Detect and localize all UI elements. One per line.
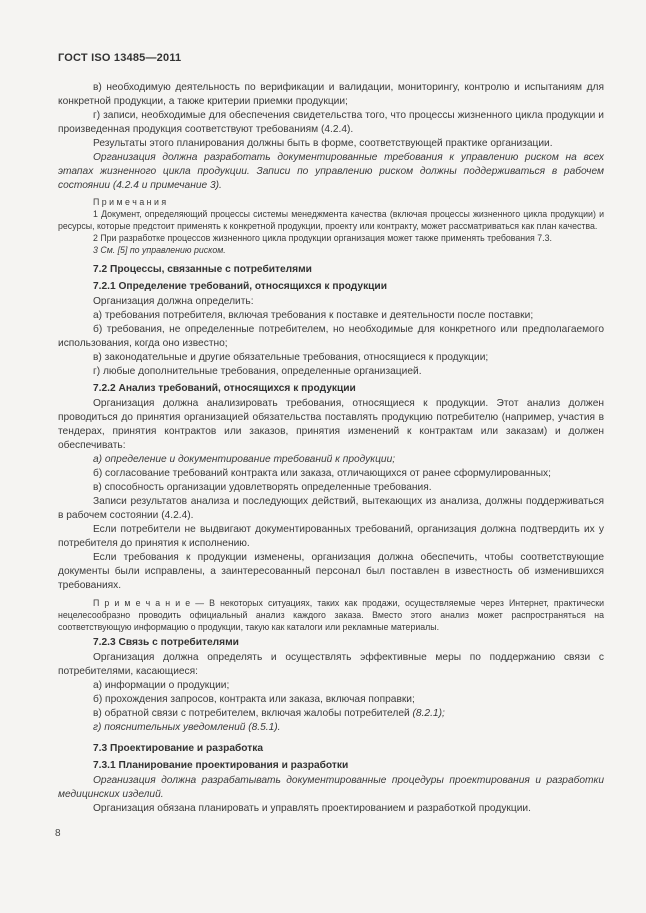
paragraph: Организация должна разработать документированные требования к управлению риском на всех этапах жизненного цикла продукции. Записи по управлению риском должны поддерживаться в рабочем состоянии (4.2.4 и примечание 3).: [58, 152, 604, 191]
paragraph: г) любые дополнительные требования, определенные организацией.: [93, 366, 422, 377]
section-heading: 7.2.2 Анализ требований, относящихся к продукции: [93, 383, 356, 394]
paragraph: в) необходимую деятельность по верификации и валидации, мониторингу, контролю и испытаниям для конкретной продукции, а также критерии приемки продукции;: [58, 82, 604, 107]
paragraph: [58, 707, 604, 721]
paragraph: г) записи, необходимые для обеспечения свидетельства того, что процессы жизненного цикла продукции и произведенная продукция соответствуют требованиям (4.2.4).: [58, 110, 604, 135]
paragraph: Организация должна определять и осуществлять эффективные меры по поддержанию связи с потребителями, касающиеся:: [58, 652, 604, 677]
section-heading: 7.2.3 Связь с потребителями: [93, 637, 239, 648]
paragraph: а) требования потребителя, включая требования к поставке и деятельности после поставки;: [93, 310, 534, 321]
paragraph: б) прохождения запросов, контракта или заказа, включая поправки;: [93, 694, 415, 705]
document-content: [58, 52, 604, 816]
document-body: [58, 81, 604, 816]
paragraph: Результаты этого планирования должны быть в форме, соответствующей практике организации.: [93, 138, 553, 149]
section-heading: 7.2 Процессы, связанные с потребителями: [93, 264, 312, 275]
paragraph: а) определение и документирование требований к продукции;: [93, 454, 396, 465]
paragraph: Организация должна анализировать требования, относящиеся к продукции. Этот анализ должен проводиться до принятия организацией обязательства поставлять продукцию потребителю (например, участия в тендерах, принятия контрактов или заказов, принятия изменений к контрактам или заказам) и должен обеспечивать:: [58, 398, 604, 451]
paragraph: Если требования к продукции изменены, организация должна обеспечить, чтобы соответствующие документы были исправлены, а заинтересованный персонал был поставлен в известность об изменившихся требованиях.: [58, 552, 604, 591]
paragraph: Организация должна разрабатывать документированные процедуры проектирования и разработки медицинских изделий.: [58, 775, 604, 800]
text-run: (8.2.1);: [412, 708, 445, 719]
paragraph: Если потребители не выдвигают документированных требований, организация должна подтвердить их у потребителя до принятия к исполнению.: [58, 524, 604, 549]
note-paragraph: П р и м е ч а н и е — В некоторых ситуациях, таких как продажи, осуществляемые через Интернет, практически нецелесообразно проводить официальный анализ каждого заказа. Вместо этого анализ может распространяться на соответствующую информацию о продукции, такую как каталоги или рекламные материалы.: [58, 598, 604, 632]
paragraph: Организация должна определить:: [93, 296, 254, 307]
paragraph: б) требования, не определенные потребителем, но необходимые для конкретного или предполагаемого использования, когда оно известно;: [58, 324, 604, 349]
paragraph: б) согласование требований контракта или заказа, отличающихся от ранее сформулированных;: [93, 468, 551, 479]
paragraph: Записи результатов анализа и последующих действий, вытекающих из анализа, должны поддерживаться в рабочем состоянии (4.2.4).: [58, 496, 604, 521]
paragraph: в) законодательные и другие обязательные требования, относящиеся к продукции;: [93, 352, 489, 363]
note-paragraph: 1 Документ, определяющий процессы системы менеджмента качества (включая процессы жизненного цикла продукции) и ресурсы, которые предстоит применять к конкретной продукции, проекту или контракту, может рассматриваться как план качества.: [58, 209, 604, 231]
page-header: ГОСТ ISO 13485—2011: [58, 52, 182, 64]
section-heading: 7.2.1 Определение требований, относящихся к продукции: [93, 281, 387, 292]
note-paragraph: П р и м е ч а н и я: [93, 197, 167, 207]
page-number: 8: [55, 828, 61, 839]
paragraph: г) пояснительных уведомлений (8.5.1).: [93, 722, 281, 733]
paragraph: Организация обязана планировать и управлять проектированием и разработкой продукции.: [93, 803, 531, 814]
paragraph: в) способность организации удовлетворять определенные требования.: [93, 482, 432, 493]
section-heading: 7.3.1 Планирование проектирования и разработки: [93, 760, 349, 771]
paragraph: а) информации о продукции;: [93, 680, 230, 691]
note-paragraph: 3 См. [5] по управлению риском.: [93, 245, 226, 255]
section-heading: 7.3 Проектирование и разработка: [93, 743, 264, 754]
text-run: в) обратной связи с потребителем, включая жалобы потребителей: [93, 708, 413, 719]
note-paragraph: 2 При разработке процессов жизненного цикла продукции организация может также применять требования 7.3.: [93, 233, 552, 243]
